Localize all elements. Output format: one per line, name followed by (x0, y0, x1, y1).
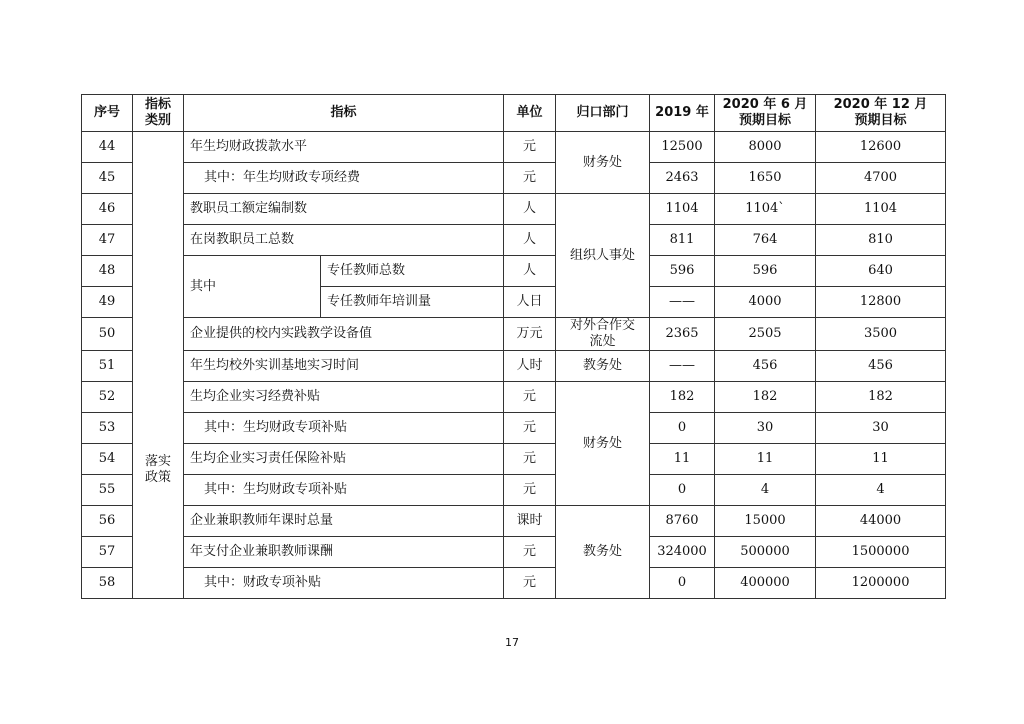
row-2019: 182 (650, 382, 715, 413)
row-jun: 2505 (715, 318, 816, 351)
row-indicator: 企业兼职教师年课时总量 (184, 506, 504, 537)
row-jun: 456 (715, 351, 816, 382)
row-indicator: 在岗教职员工总数 (184, 225, 504, 256)
row-unit: 万元 (504, 318, 556, 351)
table-row (82, 506, 946, 537)
department-cell: 对外合作交 流处 (556, 318, 650, 351)
header-indicator: 指标 (184, 95, 504, 132)
row-indicator: 年支付企业兼职教师课酬 (184, 537, 504, 568)
row-unit: 人 (504, 194, 556, 225)
row-unit: 人 (504, 225, 556, 256)
table-row (82, 225, 946, 256)
table-row (82, 194, 946, 225)
row-jun: 596 (715, 256, 816, 287)
row-dec: 456 (816, 351, 946, 382)
department-cell: 教务处 (556, 351, 650, 382)
row-2019: 0 (650, 475, 715, 506)
row-indicator: 专任教师总数 (321, 256, 504, 287)
row-dec: 12800 (816, 287, 946, 318)
row-seq: 45 (82, 163, 133, 194)
table-row (82, 382, 946, 413)
row-2019: 0 (650, 413, 715, 444)
row-dec: 4 (816, 475, 946, 506)
row-indicator: 其中：财政专项补贴 (184, 568, 504, 599)
row-2019: 811 (650, 225, 715, 256)
row-unit: 人时 (504, 351, 556, 382)
table-row (82, 537, 946, 568)
header-2019: 2019 年 (650, 95, 715, 132)
row-seq: 55 (82, 475, 133, 506)
row-jun: 182 (715, 382, 816, 413)
row-unit: 元 (504, 537, 556, 568)
row-2019: 2463 (650, 163, 715, 194)
row-dec: 182 (816, 382, 946, 413)
row-unit: 元 (504, 475, 556, 506)
row-seq: 47 (82, 225, 133, 256)
row-seq: 58 (82, 568, 133, 599)
row-jun: 30 (715, 413, 816, 444)
row-indicator: 年生均财政拨款水平 (184, 132, 504, 163)
row-indicator: 企业提供的校内实践教学设备值 (184, 318, 504, 351)
row-jun: 4000 (715, 287, 816, 318)
row-2019: 8760 (650, 506, 715, 537)
row-jun: 764 (715, 225, 816, 256)
row-unit: 元 (504, 444, 556, 475)
department-cell: 组织人事处 (556, 194, 650, 318)
table-row (82, 444, 946, 475)
row-dec: 3500 (816, 318, 946, 351)
row-jun: 8000 (715, 132, 816, 163)
table-row (82, 318, 946, 351)
indicator-table (81, 94, 946, 599)
row-jun: 400000 (715, 568, 816, 599)
row-seq: 50 (82, 318, 133, 351)
row-2019: 324000 (650, 537, 715, 568)
header-unit: 单位 (504, 95, 556, 132)
row-dec: 44000 (816, 506, 946, 537)
row-seq: 53 (82, 413, 133, 444)
row-indicator: 其中：生均财政专项补贴 (184, 475, 504, 506)
table-row (82, 413, 946, 444)
row-2019: —— (650, 351, 715, 382)
category-cell: 落实 政策 (133, 132, 184, 599)
row-jun: 11 (715, 444, 816, 475)
row-seq: 56 (82, 506, 133, 537)
row-seq: 52 (82, 382, 133, 413)
row-unit: 人日 (504, 287, 556, 318)
table-row (82, 132, 946, 163)
row-indicator: 专任教师年培训量 (321, 287, 504, 318)
table-row (82, 256, 946, 287)
row-jun: 1104` (715, 194, 816, 225)
row-seq: 49 (82, 287, 133, 318)
row-unit: 元 (504, 568, 556, 599)
row-indicator: 年生均校外实训基地实习时间 (184, 351, 504, 382)
page-number: 17 (505, 636, 519, 649)
row-seq: 51 (82, 351, 133, 382)
row-indicator: 其中：年生均财政专项经费 (184, 163, 504, 194)
row-dec: 1104 (816, 194, 946, 225)
row-unit: 元 (504, 163, 556, 194)
row-indicator: 生均企业实习责任保险补贴 (184, 444, 504, 475)
header-department: 归口部门 (556, 95, 650, 132)
row-seq: 57 (82, 537, 133, 568)
department-cell: 财务处 (556, 382, 650, 506)
row-2019: 0 (650, 568, 715, 599)
table-row (82, 475, 946, 506)
row-unit: 元 (504, 413, 556, 444)
row-unit: 元 (504, 132, 556, 163)
row-dec: 1500000 (816, 537, 946, 568)
row-2019: 596 (650, 256, 715, 287)
row-dec: 640 (816, 256, 946, 287)
row-indicator: 其中：生均财政专项补贴 (184, 413, 504, 444)
row-unit: 元 (504, 382, 556, 413)
row-dec: 11 (816, 444, 946, 475)
row-jun: 15000 (715, 506, 816, 537)
row-dec: 810 (816, 225, 946, 256)
row-seq: 46 (82, 194, 133, 225)
row-dec: 1200000 (816, 568, 946, 599)
row-2019: 12500 (650, 132, 715, 163)
row-dec: 30 (816, 413, 946, 444)
row-2019: —— (650, 287, 715, 318)
table-header-row (82, 95, 946, 132)
row-2019: 1104 (650, 194, 715, 225)
row-2019: 11 (650, 444, 715, 475)
row-dec: 12600 (816, 132, 946, 163)
department-cell: 教务处 (556, 506, 650, 599)
row-jun: 1650 (715, 163, 816, 194)
table-row (82, 351, 946, 382)
row-unit: 课时 (504, 506, 556, 537)
sub-label-cell: 其中 (184, 256, 321, 318)
table-row (82, 163, 946, 194)
row-dec: 4700 (816, 163, 946, 194)
header-category: 指标 类别 (133, 95, 184, 132)
department-cell: 财务处 (556, 132, 650, 194)
row-indicator: 教职员工额定编制数 (184, 194, 504, 225)
table-row (82, 568, 946, 599)
row-2019: 2365 (650, 318, 715, 351)
row-indicator: 生均企业实习经费补贴 (184, 382, 504, 413)
row-seq: 54 (82, 444, 133, 475)
row-seq: 44 (82, 132, 133, 163)
row-unit: 人 (504, 256, 556, 287)
header-target-dec: 2020 年 12 月 预期目标 (816, 95, 946, 132)
row-seq: 48 (82, 256, 133, 287)
header-target-jun: 2020 年 6 月 预期目标 (715, 95, 816, 132)
row-jun: 4 (715, 475, 816, 506)
header-seq: 序号 (82, 95, 133, 132)
row-jun: 500000 (715, 537, 816, 568)
